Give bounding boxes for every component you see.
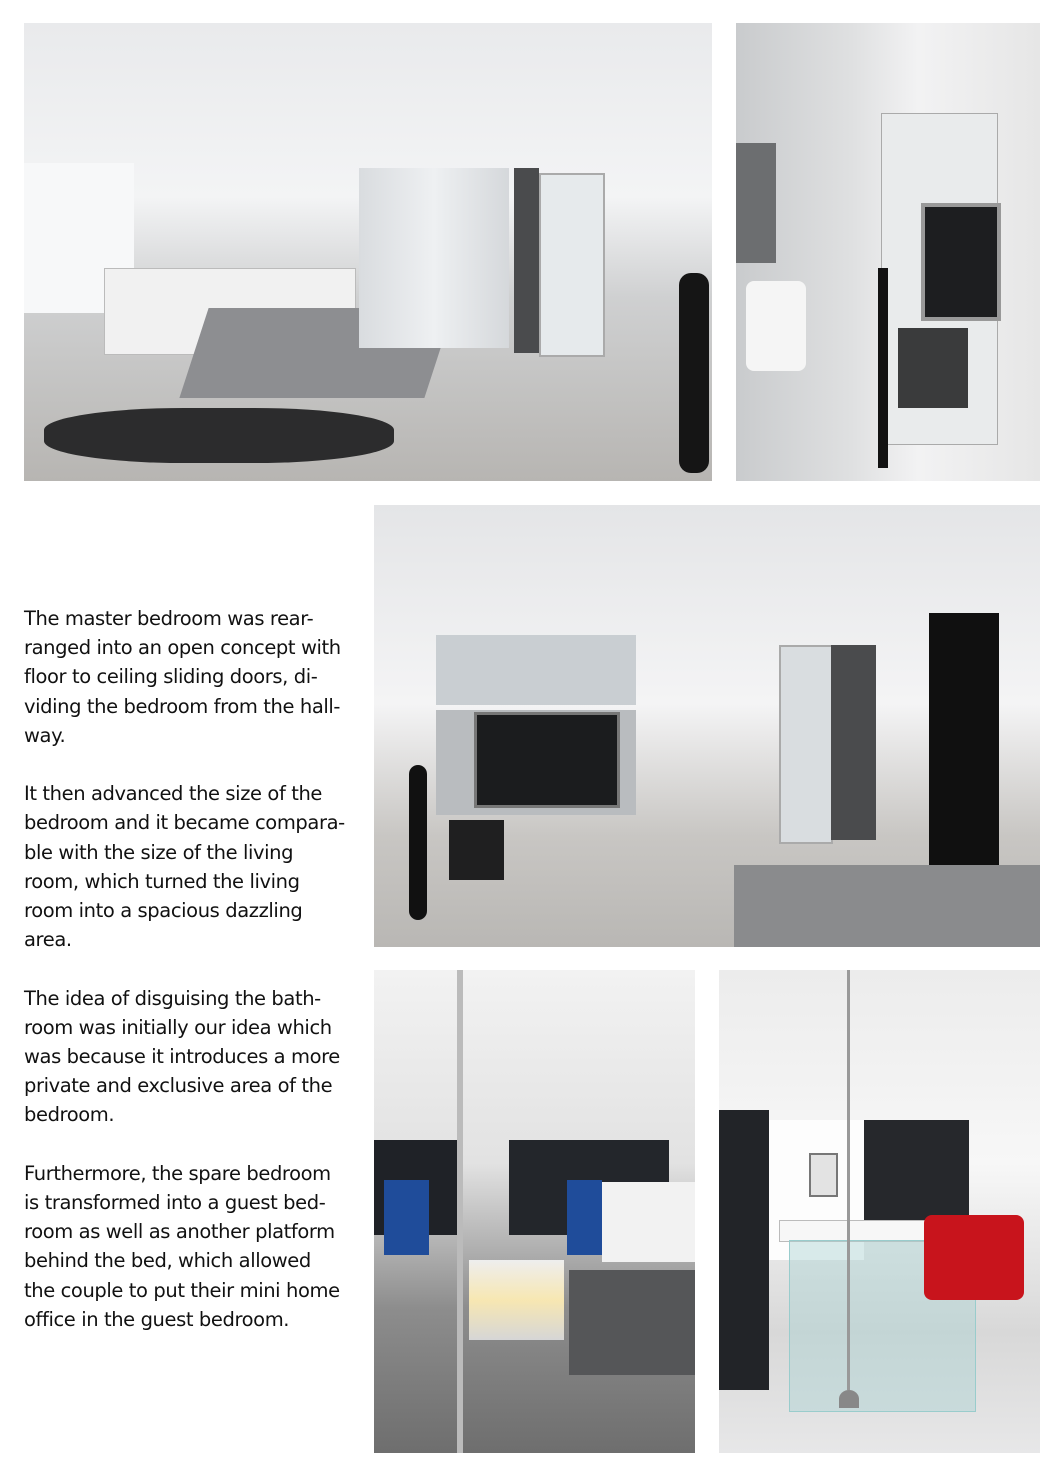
mirror-edge bbox=[457, 970, 463, 1453]
platform bbox=[602, 1182, 695, 1262]
guest-bedroom-steps-photo bbox=[374, 970, 695, 1453]
text-line: The master bedroom was rear- bbox=[24, 607, 314, 630]
text-line: floor to ceiling sliding doors, di- bbox=[24, 665, 318, 689]
curtain bbox=[514, 168, 539, 353]
text-line: office in the guest bedroom. bbox=[24, 1307, 290, 1331]
text-line: behind the bed, which allowed bbox=[24, 1249, 311, 1273]
tv bbox=[921, 203, 1001, 321]
text-line: room was initially our idea which bbox=[24, 1015, 332, 1039]
speaker bbox=[679, 273, 709, 473]
wardrobe bbox=[359, 168, 509, 348]
text-line: the couple to put their mini home bbox=[24, 1278, 340, 1302]
text-line: area. bbox=[24, 928, 72, 952]
paragraph-1 bbox=[24, 604, 364, 750]
text-line: Furthermore, the spare bedroom bbox=[24, 1161, 331, 1185]
pendant-lamp bbox=[839, 1390, 859, 1408]
text-line: was because it introduces a more bbox=[24, 1045, 340, 1069]
bathroom-photo bbox=[736, 23, 1040, 481]
article-text bbox=[24, 604, 364, 1363]
bed bbox=[569, 1270, 695, 1375]
paragraph-3 bbox=[24, 984, 364, 1130]
text-line: ble with the size of the living bbox=[24, 840, 294, 864]
text-line: way. bbox=[24, 723, 66, 747]
tv bbox=[474, 712, 620, 808]
paragraph-2 bbox=[24, 779, 364, 954]
bed bbox=[734, 865, 1040, 947]
glass-window bbox=[436, 635, 636, 705]
red-chair bbox=[924, 1215, 1024, 1300]
text-line: bedroom. bbox=[24, 1103, 115, 1127]
text-line: room as well as another platform bbox=[24, 1220, 335, 1244]
toilet bbox=[746, 281, 806, 371]
paragraph-4 bbox=[24, 1159, 364, 1334]
decorative-panel bbox=[929, 613, 999, 870]
text-line: The idea of disguising the bath- bbox=[24, 986, 321, 1010]
text-line: viding the bedroom from the hall- bbox=[24, 694, 341, 718]
text-line: private and exclusive area of the bbox=[24, 1074, 333, 1098]
blue-cabinet bbox=[384, 1180, 429, 1255]
subwoofer bbox=[898, 328, 968, 408]
text-line: room into a spacious dazzling bbox=[24, 899, 303, 923]
curtain bbox=[831, 645, 876, 840]
bedroom-tv-wall-photo bbox=[374, 505, 1040, 947]
text-line: ranged into an open concept with bbox=[24, 636, 341, 660]
blue-cabinet bbox=[567, 1180, 602, 1255]
glass-door bbox=[539, 173, 605, 357]
lit-steps bbox=[469, 1260, 564, 1340]
computer bbox=[809, 1153, 838, 1197]
text-line: bedroom and it became compara- bbox=[24, 811, 345, 835]
glass-door bbox=[779, 645, 833, 844]
rug bbox=[44, 408, 394, 463]
text-line: is transformed into a guest bed- bbox=[24, 1191, 326, 1215]
speaker bbox=[409, 765, 427, 920]
subwoofer bbox=[449, 820, 504, 880]
master-bedroom-photo bbox=[24, 23, 712, 481]
window bbox=[736, 143, 776, 263]
text-line: It then advanced the size of the bbox=[24, 782, 323, 806]
speaker-stand bbox=[878, 268, 888, 468]
curtain bbox=[719, 1110, 769, 1390]
pendant-cord bbox=[847, 970, 850, 1390]
text-line: room, which turned the living bbox=[24, 869, 300, 893]
home-office-photo bbox=[719, 970, 1040, 1453]
